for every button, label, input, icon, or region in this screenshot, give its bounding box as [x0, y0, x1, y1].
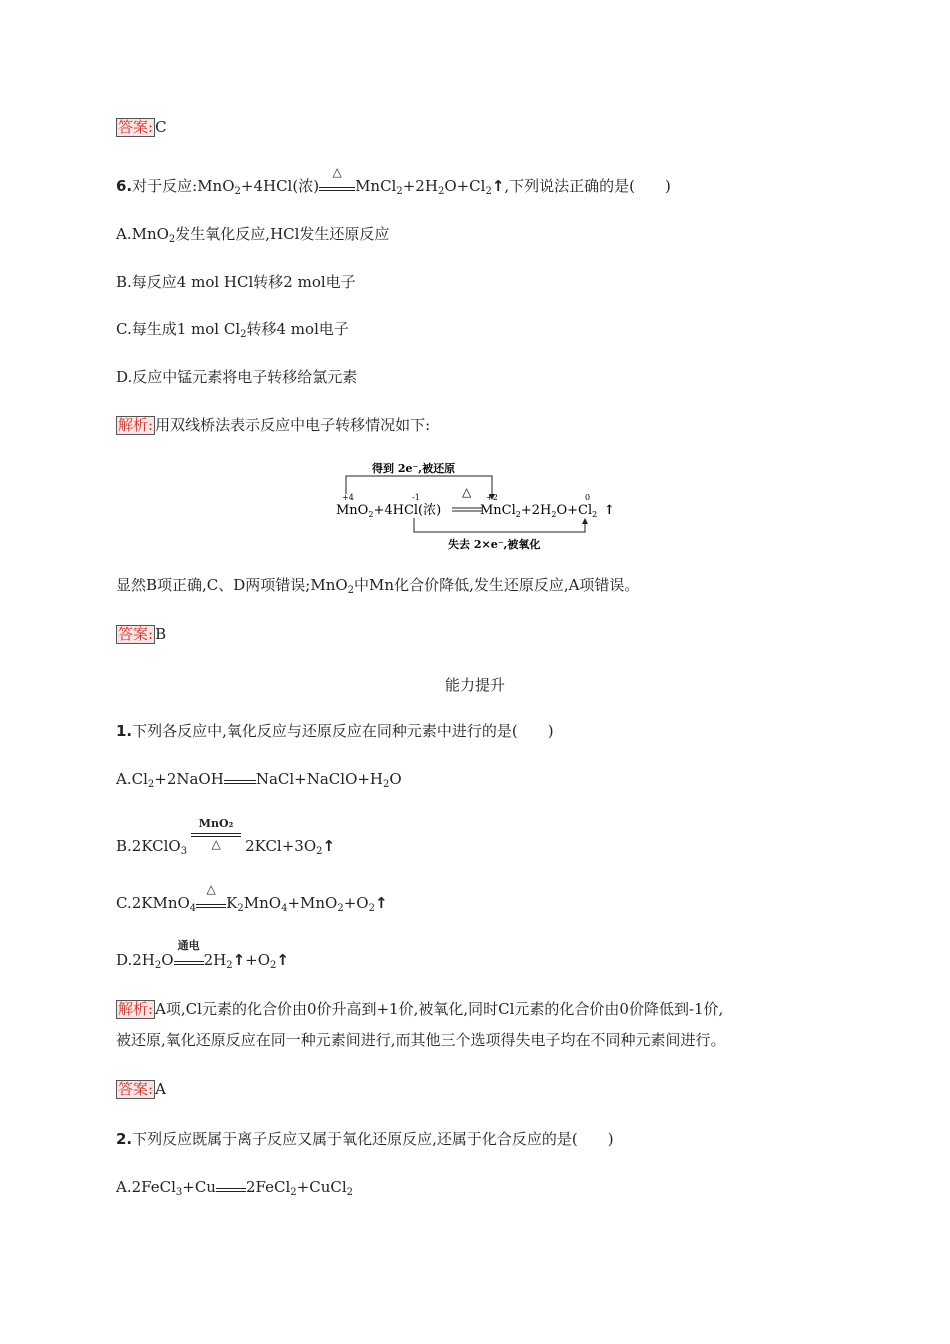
- answer-tag: 答案:: [118, 625, 154, 643]
- gas-up-arrow-icon: ↑: [322, 837, 336, 855]
- gain-label: 得到 2e⁻,被还原: [372, 462, 456, 475]
- gas-up-arrow-icon: ↑: [232, 951, 246, 969]
- loss-bridge-line: [414, 518, 585, 532]
- option-text: 2H: [203, 951, 227, 969]
- gas-up-arrow-icon: ↑: [604, 503, 615, 518]
- subscript: 2: [168, 234, 176, 245]
- ox-state-mn2: +2: [486, 493, 498, 502]
- answer-value: C: [155, 118, 167, 136]
- option-text: 发生氧化反应,HCl发生还原反应: [175, 225, 390, 243]
- subscript: 2: [270, 960, 277, 971]
- analysis-tag: 解析:: [118, 1000, 154, 1018]
- section-title: 能力提升: [444, 676, 505, 694]
- reaction-equals-sign: [224, 772, 256, 788]
- gas-up-arrow-icon: ↑: [276, 951, 289, 969]
- answer-tag: 答案:: [118, 118, 154, 136]
- subscript: 2: [337, 903, 344, 914]
- q6-stem: [116, 165, 671, 197]
- q6-option-d: [116, 367, 357, 387]
- condition-electrolysis: 通电: [177, 939, 200, 952]
- option-text: 转移4 mol电子: [246, 320, 349, 338]
- reaction-equals-sign: [174, 939, 204, 969]
- equation-products: $MnCl_2+2H_2O+Cl_2$: [480, 503, 598, 519]
- subscript: 2: [234, 186, 241, 197]
- condition-heat: △: [206, 882, 216, 896]
- subscript: 2: [485, 186, 492, 197]
- option-text: K: [226, 894, 238, 912]
- explain-text: 中Mn化合价降低,发生还原反应,A项错误。: [354, 576, 640, 594]
- q6-option-c: [116, 319, 349, 339]
- reaction-equals-sign: [196, 882, 226, 912]
- stem-text: +4HCl(浓): [240, 177, 320, 195]
- subscript: 2: [226, 960, 233, 971]
- stem-text: O+Cl: [444, 177, 486, 195]
- analysis-text: 被还原,氧化还原反应在同一种元素间进行,而其他三个选项得失电子均在不同种元素间进行。: [116, 1031, 726, 1049]
- option-text: B.每反应4 mol HCl转移2 mol电子: [116, 273, 356, 291]
- subscript: 2: [437, 186, 445, 197]
- loss-label: 失去 2×e⁻,被氧化: [448, 538, 541, 551]
- condition-heat: △: [462, 485, 472, 499]
- condition-catalyst: MnO₂: [198, 817, 234, 830]
- option-text: D.反应中锰元素将电子转移给氯元素: [116, 368, 358, 386]
- subscript: 3: [180, 846, 188, 857]
- subscript: 2: [240, 329, 247, 340]
- p1-option-c: [116, 882, 388, 914]
- p1-option-d: [116, 939, 289, 971]
- option-text: +CuCl: [296, 1178, 347, 1196]
- p1-option-a: [116, 769, 402, 789]
- subscript: 2: [237, 903, 244, 914]
- p1-stem: [116, 721, 554, 741]
- reaction-equals-sign: [216, 1180, 246, 1196]
- p2-option-a: [116, 1177, 353, 1197]
- p1-option-b: [116, 817, 336, 857]
- p1-answer-line: [116, 1079, 166, 1099]
- answer-tag: 答案:: [118, 1080, 154, 1098]
- q6-analysis: [116, 415, 430, 435]
- stem-text: 下列各反应中,氧化反应与还原反应在同种元素中进行的是( ): [132, 722, 554, 740]
- option-text: C.2KMnO: [116, 894, 190, 912]
- option-text: +O: [343, 894, 369, 912]
- option-text: 2KCl+3O: [245, 837, 317, 855]
- question-number: 1.: [116, 722, 133, 740]
- option-text: +Cu: [182, 1178, 216, 1196]
- q6-explain: [116, 575, 639, 595]
- option-text: B.2KClO: [116, 837, 181, 855]
- analysis-tag: 解析:: [118, 416, 154, 434]
- option-text: +O: [245, 951, 271, 969]
- q6-option-a: [116, 224, 389, 244]
- ox-state-cl: -1: [412, 493, 420, 502]
- ox-state-mn: +4: [342, 493, 354, 502]
- q5-answer-line: [116, 117, 167, 137]
- stem-text: MnCl: [355, 177, 397, 195]
- analysis-text: A项,Cl元素的化合价由0价升高到+1价,被氧化,同时Cl元素的化合价由0价降低到-1价,: [155, 1000, 724, 1018]
- subscript: 2: [368, 903, 375, 914]
- reaction-equals-sign: [319, 165, 355, 195]
- stem-text: 对于反应:MnO: [132, 177, 235, 195]
- option-text: 2FeCl: [245, 1178, 291, 1196]
- condition-heat: △: [211, 837, 221, 851]
- p1-analysis-l1: [116, 999, 723, 1019]
- option-text: A.2FeCl: [116, 1178, 176, 1196]
- option-text: MnO: [243, 894, 282, 912]
- option-text: O: [161, 951, 174, 969]
- answer-value: A: [155, 1080, 166, 1098]
- arrowhead-icon: [582, 518, 588, 524]
- stem-text: +2H: [402, 177, 438, 195]
- subscript: 2: [346, 1187, 354, 1198]
- option-text: C.每生成1 mol Cl: [116, 320, 241, 338]
- subscript: 2: [347, 585, 355, 596]
- question-number: 2.: [116, 1130, 133, 1148]
- option-text: +MnO: [287, 894, 338, 912]
- gas-up-arrow-icon: ↑: [491, 177, 505, 195]
- answer-value: B: [155, 625, 167, 643]
- subscript: 2: [147, 779, 155, 790]
- gas-up-arrow-icon: ↑: [374, 894, 388, 912]
- p2-stem: [116, 1129, 614, 1149]
- reaction-equals-sign: [191, 817, 241, 855]
- option-text: +2NaOH: [154, 770, 224, 788]
- question-number: 6.: [116, 177, 133, 195]
- electron-transfer-diagram: [330, 456, 620, 556]
- subscript: 4: [189, 903, 197, 914]
- option-text: A.Cl: [116, 770, 148, 788]
- stem-text: 下列反应既属于离子反应又属于氧化还原反应,还属于化合反应的是( ): [132, 1130, 614, 1148]
- subscript: 2: [154, 960, 162, 971]
- equation-text: MnO$_2$+4HCl(浓): [336, 503, 442, 519]
- option-text: A.MnO: [116, 225, 169, 243]
- condition-heat: △: [332, 165, 342, 179]
- explain-text: 显然B项正确,C、D两项错误;MnO: [116, 576, 348, 594]
- stem-text: ,下列说法正确的是( ): [504, 177, 671, 195]
- q6-answer-line: [116, 624, 166, 644]
- subscript: 2: [396, 186, 403, 197]
- subscript: 2: [290, 1187, 297, 1198]
- option-text: D.2H: [116, 951, 155, 969]
- subscript: 3: [175, 1187, 183, 1198]
- q6-option-b: [116, 272, 356, 292]
- p1-analysis-l2: [116, 1030, 726, 1050]
- ox-state-cl2: 0: [585, 493, 591, 502]
- subscript: 2: [383, 779, 390, 790]
- analysis-text: 用双线桥法表示反应中电子转移情况如下:: [155, 416, 431, 434]
- subscript: 4: [281, 903, 288, 914]
- option-text: O: [389, 770, 402, 788]
- subscript: 2: [316, 846, 323, 857]
- option-text: NaCl+NaClO+H: [255, 770, 384, 788]
